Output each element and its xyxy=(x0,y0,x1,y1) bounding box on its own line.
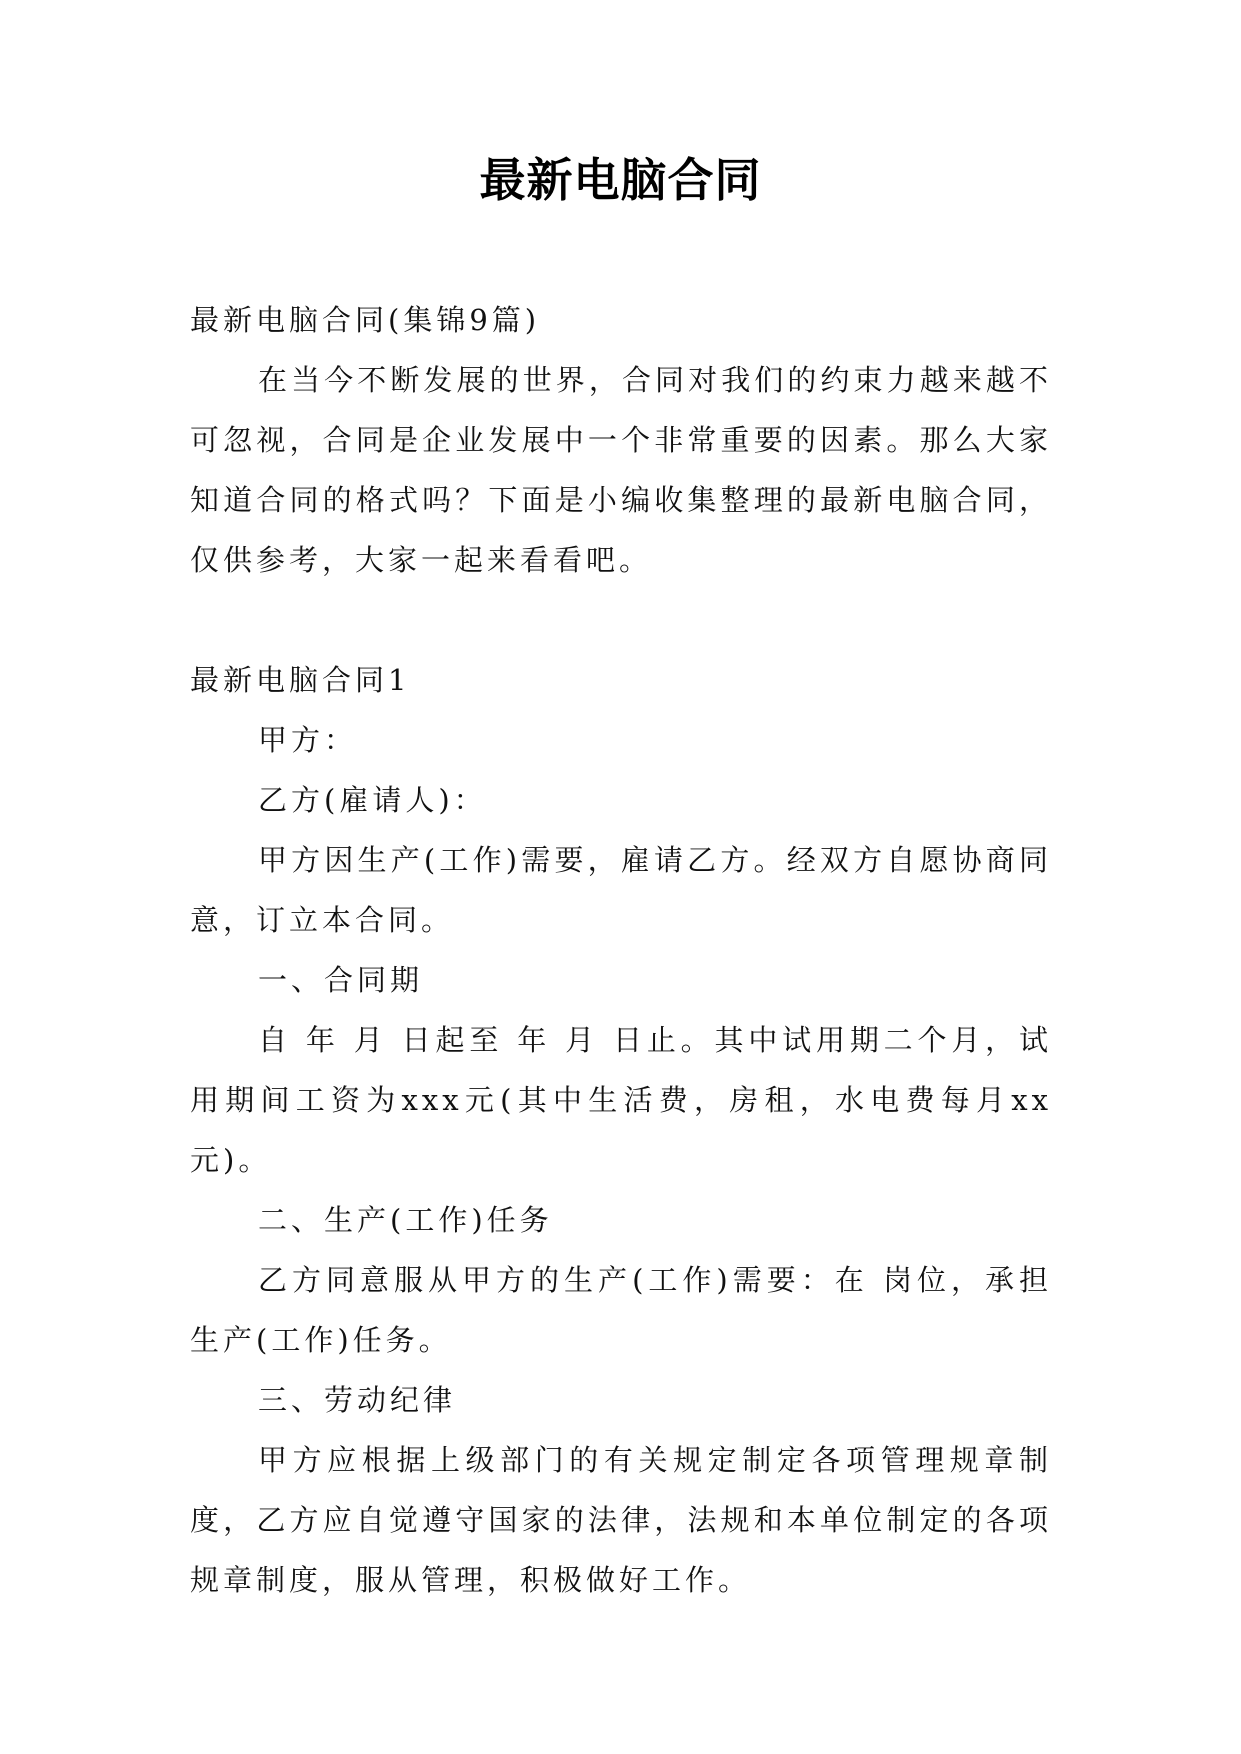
party-a-line: 甲方： xyxy=(258,723,358,757)
document-title: 最新电脑合同 xyxy=(479,153,762,207)
party-b-line: 乙方(雇请人)： xyxy=(258,783,487,817)
paragraph-spacer xyxy=(190,590,1052,650)
clause-1-body: 自 年 月 日起至 年 月 日止。其中试用期二个月，试用期间工资为xxx元(其中生活费，房租，水电费每月xx元)。 xyxy=(190,1023,1052,1177)
document-subtitle: 最新电脑合同(集锦9篇) xyxy=(190,303,541,337)
document-body xyxy=(190,290,1052,1610)
clause-1-title: 一、合同期 xyxy=(258,963,424,997)
clause-2-title: 二、生产(工作)任务 xyxy=(258,1203,553,1237)
intro-paragraph: 在当今不断发展的世界，合同对我们的约束力越来越不可忽视，合同是企业发展中一个非常重要的因素。那么大家知道合同的格式吗？下面是小编收集整理的最新电脑合同，仅供参考，大家一起来看看吧。 xyxy=(190,363,1052,577)
clause-3-body: 甲方应根据上级部门的有关规定制定各项管理规章制度，乙方应自觉遵守国家的法律，法规和本单位制定的各项规章制度，服从管理，积极做好工作。 xyxy=(190,1443,1052,1597)
preamble-paragraph: 甲方因生产(工作)需要，雇请乙方。经双方自愿协商同意，订立本合同。 xyxy=(190,843,1052,937)
section-heading: 最新电脑合同1 xyxy=(190,663,411,697)
clause-2-body: 乙方同意服从甲方的生产(工作)需要：在 岗位，承担生产(工作)任务。 xyxy=(190,1263,1052,1357)
clause-3-title: 三、劳动纪律 xyxy=(258,1383,457,1417)
